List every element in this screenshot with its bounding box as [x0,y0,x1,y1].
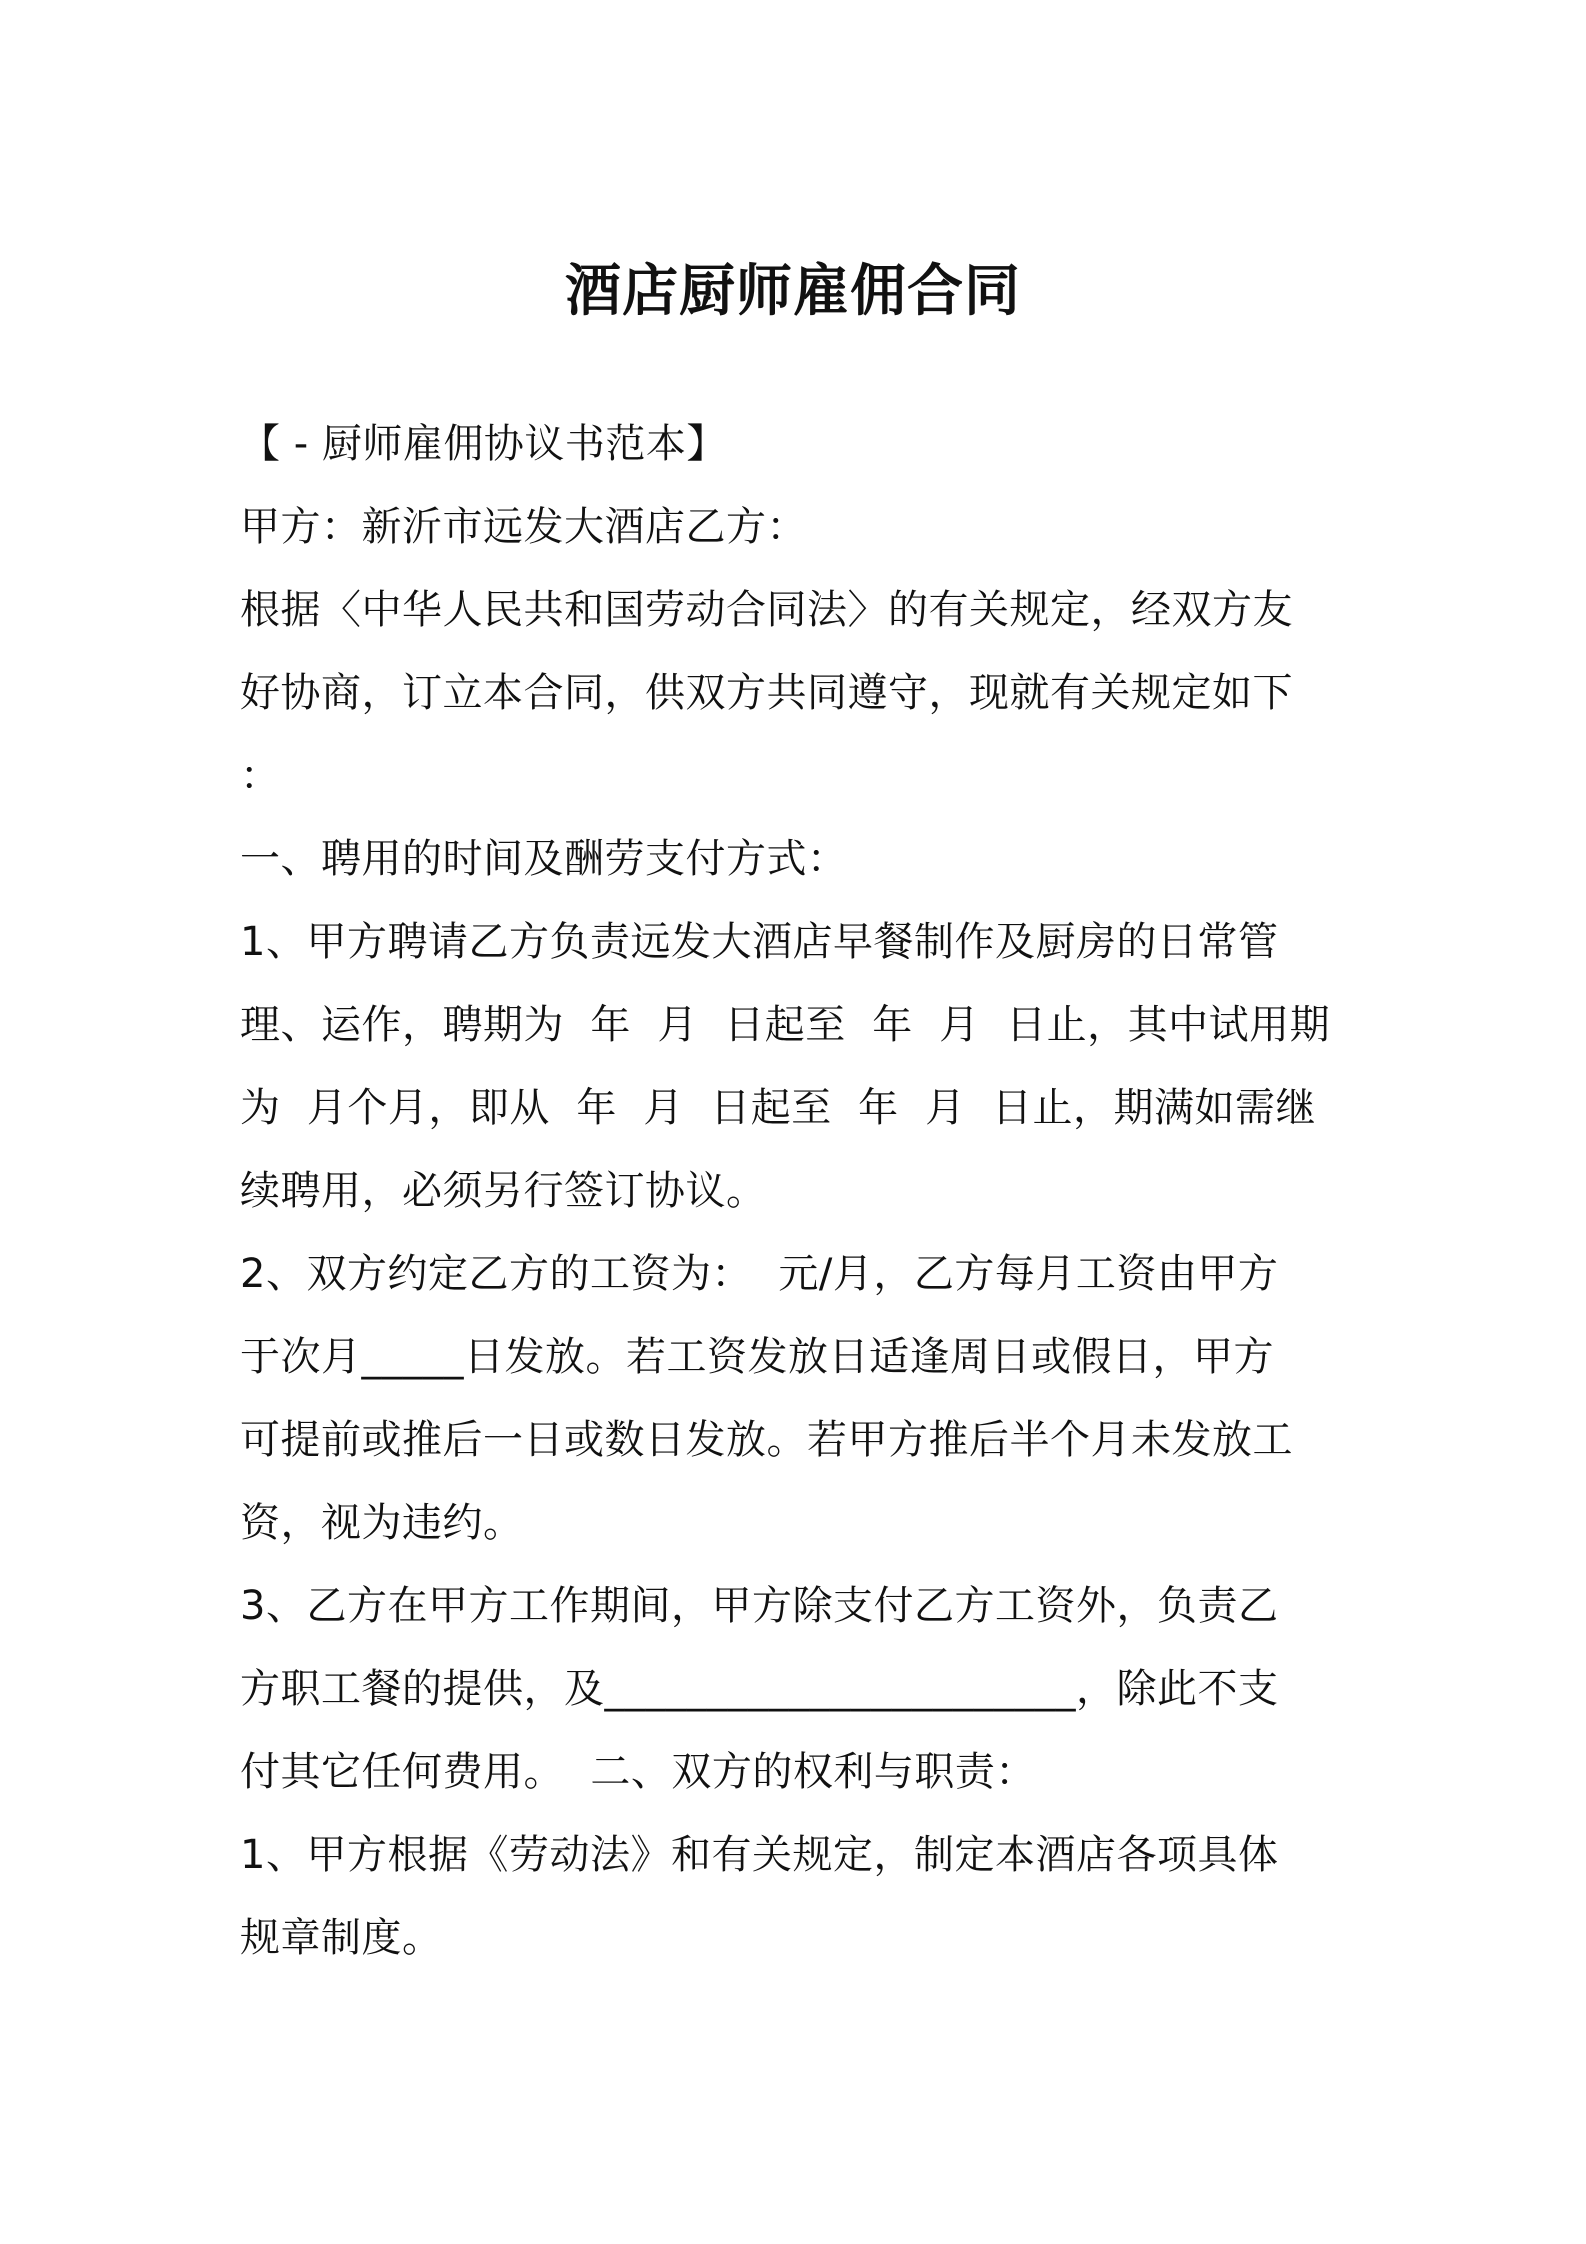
section-heading: 一、聘用的时间及酬劳支付方式： [240,836,848,882]
clause-line: 1、甲方根据《劳动法》和有关规定，制定本酒店各项具体 [240,1832,1279,1878]
subtitle-line: 【 - 厨师雇佣协议书范本】 [240,421,727,467]
document-title: 酒店厨师雇佣合同 [565,259,1021,324]
body-line: ： [240,753,281,799]
clause-line: 于次月_____日发放。若工资发放日适逢周日或假日，甲方 [240,1334,1274,1380]
body-line: 根据〈中华人民共和国劳动合同法〉的有关规定，经双方友 [240,587,1293,633]
clause-line: 续聘用，必须另行签订协议。 [240,1168,767,1214]
clause-line: 3、乙方在甲方工作期间，甲方除支付乙方工资外，负责乙 [240,1583,1279,1629]
clause-line: 2、双方约定乙方的工资为： 元/月，乙方每月工资由甲方 [240,1251,1279,1297]
clause-line: 规章制度。 [240,1915,443,1961]
clause-line: 1、甲方聘请乙方负责远发大酒店早餐制作及厨房的日常管 [240,919,1279,965]
body-line: 好协商，订立本合同，供双方共同遵守，现就有关规定如下 [240,670,1293,716]
clause-line: 理、运作，聘期为 年 月 日起至 年 月 日止，其中试用期 [240,1002,1331,1048]
clause-line: 可提前或推后一日或数日发放。若甲方推后半个月未发放工 [240,1417,1293,1463]
clause-line: 资，视为违约。 [240,1500,524,1546]
clause-line: 付其它任何费用。 二、双方的权利与职责： [240,1749,1036,1795]
clause-line: 方职工餐的提供，及_______________________，除此不支 [240,1666,1279,1712]
parties-line: 甲方：新沂市远发大酒店乙方： [240,504,807,550]
clause-line: 为 月个月，即从 年 月 日起至 年 月 日止，期满如需继 [240,1085,1317,1131]
